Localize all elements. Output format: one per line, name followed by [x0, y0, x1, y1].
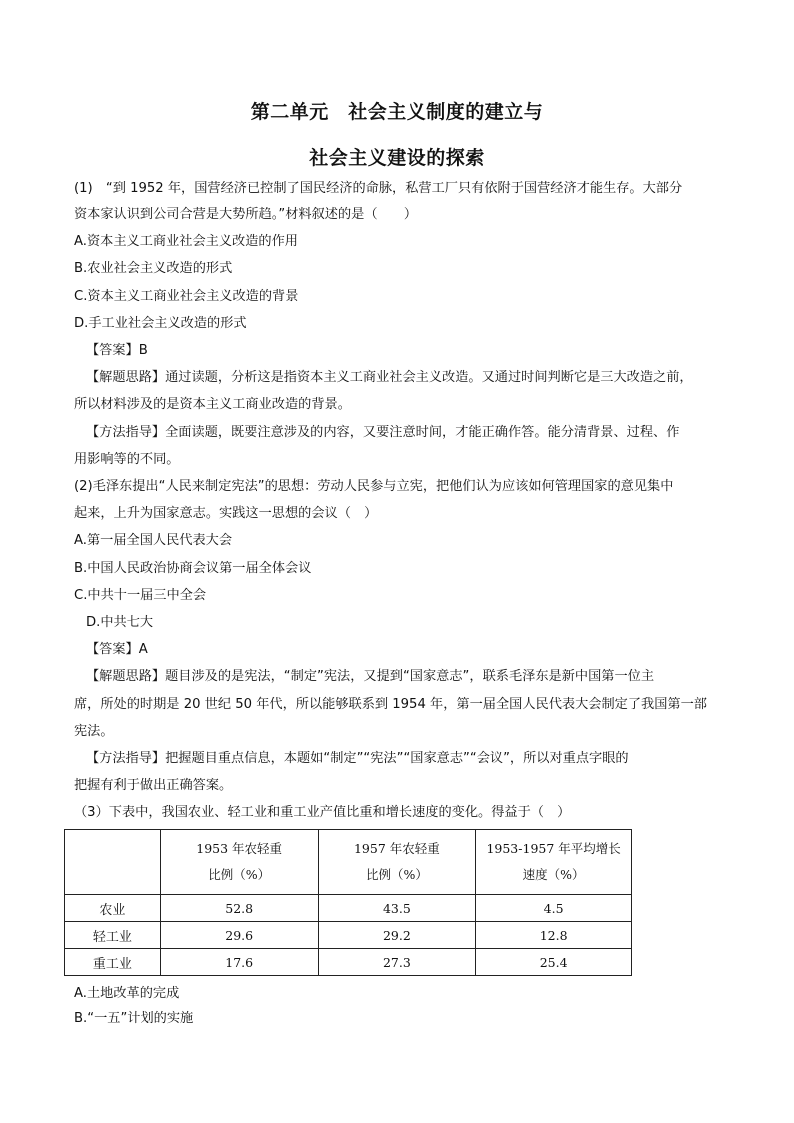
table-cell: 17.6 [160, 949, 318, 976]
table-cell: 25.4 [476, 949, 632, 976]
q2-analysis-line3: 宪法。 [74, 724, 114, 739]
q3-option-a: A.土地改革的完成 [74, 986, 180, 1001]
answer-tag: 【答案】 [86, 642, 139, 657]
method-text: 全面读题，既要注意涉及的内容，又要注意时间，才能正确作答。能分清背景、过程、作 [165, 425, 680, 440]
q2-method-line2: 把握有利于做出正确答案。 [74, 778, 233, 793]
q1-stem-line2: 资本家认识到公司合营是大势所趋。”材料叙述的是（ ） [74, 207, 418, 222]
q2-stem-line2: 起来，上升为国家意志。实践这一思想的会议（ ） [74, 506, 378, 521]
q1-method-line1 [86, 424, 736, 442]
method-tag: 【方法指导】 [86, 425, 166, 440]
table-row [65, 922, 632, 949]
q1-stem-line1: (1) “到 1952 年，国营经济已控制了国民经济的命脉，私营工厂只有依附于国营经济才能生存。大部分 [74, 181, 683, 196]
header-line: 比例（%） [365, 867, 428, 882]
q2-analysis-line1 [86, 668, 736, 686]
answer-value: B [138, 343, 148, 358]
q1-analysis-line1 [86, 369, 736, 387]
q2-option-b: B.中国人民政治协商会议第一届全体会议 [74, 561, 312, 576]
analysis-tag: 【解题思路】 [86, 669, 166, 684]
q1-analysis-line2: 所以材料涉及的是资本主义工商业改造的背景。 [74, 397, 351, 412]
q2-answer [86, 641, 736, 659]
table-cell: 52.8 [160, 895, 318, 922]
q2-method-line1 [86, 750, 736, 768]
analysis-tag: 【解题思路】 [86, 370, 166, 385]
table-row [65, 949, 632, 976]
q1-method-line2: 用影响等的不同。 [74, 452, 180, 467]
table-cell: 43.5 [318, 895, 476, 922]
q1-option-b: B.农业社会主义改造的形式 [74, 261, 233, 276]
answer-value: A [138, 642, 148, 657]
answer-tag: 【答案】 [86, 343, 139, 358]
q3-option-b: B.“一五”计划的实施 [74, 1011, 194, 1026]
table-corner-cell [65, 830, 161, 895]
q1-option-a: A.资本主义工商业社会主义改造的作用 [74, 234, 298, 249]
analysis-text: 题目涉及的是宪法，“制定”宪法，又提到“国家意志”，联系毛泽东是新中国第一位主 [165, 669, 655, 684]
table-cell: 29.2 [318, 922, 476, 949]
q1-option-d: D.手工业社会主义改造的形式 [74, 316, 247, 331]
table-row [65, 895, 632, 922]
row-label: 重工业 [65, 949, 161, 976]
method-tag: 【方法指导】 [86, 751, 166, 766]
header-line: 速度（%） [522, 867, 585, 882]
unit-title-line2: 社会主义建设的探索 [309, 147, 485, 169]
q1-option-c: C.资本主义工商业社会主义改造的背景 [74, 289, 299, 304]
q2-option-d: D.中共七大 [86, 615, 154, 630]
q2-analysis-line2: 席，所处的时期是 20 世纪 50 年代，所以能够联系到 1954 年，第一届全国人民代表大会制定了我国第一部 [74, 697, 707, 712]
q2-option-a: A.第一届全国人民代表大会 [74, 533, 233, 548]
table-cell: 12.8 [476, 922, 632, 949]
q2-stem-line1: (2)毛泽东提出“人民来制定宪法”的思想：劳动人民参与立宪，把他们认为应该如何管理国家的意见集中 [74, 479, 674, 494]
header-line: 1953-1957 年平均增长 [486, 841, 621, 856]
table-header-cell [318, 830, 476, 895]
header-line: 1957 年农轻重 [353, 841, 440, 856]
method-text: 把握题目重点信息，本题如“制定”“宪法”“国家意志”“会议”，所以对重点字眼的 [165, 751, 629, 766]
unit-title-line1: 第二单元 社会主义制度的建立与 [250, 101, 544, 123]
output-value-table [64, 829, 632, 976]
row-label: 轻工业 [65, 922, 161, 949]
analysis-text: 通过读题，分析这是指资本主义工商业社会主义改造。又通过时间判断它是三大改造之前， [165, 370, 693, 385]
header-line: 比例（%） [208, 867, 271, 882]
header-line: 1953 年农轻重 [196, 841, 283, 856]
q3-stem: （3）下表中，我国农业、轻工业和重工业产值比重和增长速度的变化。得益于（ ） [74, 805, 571, 820]
table-header-cell [476, 830, 632, 895]
q1-answer [86, 342, 736, 360]
table-header-cell [160, 830, 318, 895]
table-cell: 29.6 [160, 922, 318, 949]
row-label: 农业 [65, 895, 161, 922]
table-cell: 27.3 [318, 949, 476, 976]
table-header-row [65, 830, 632, 895]
q2-option-c: C.中共十一届三中全会 [74, 588, 207, 603]
table-cell: 4.5 [476, 895, 632, 922]
